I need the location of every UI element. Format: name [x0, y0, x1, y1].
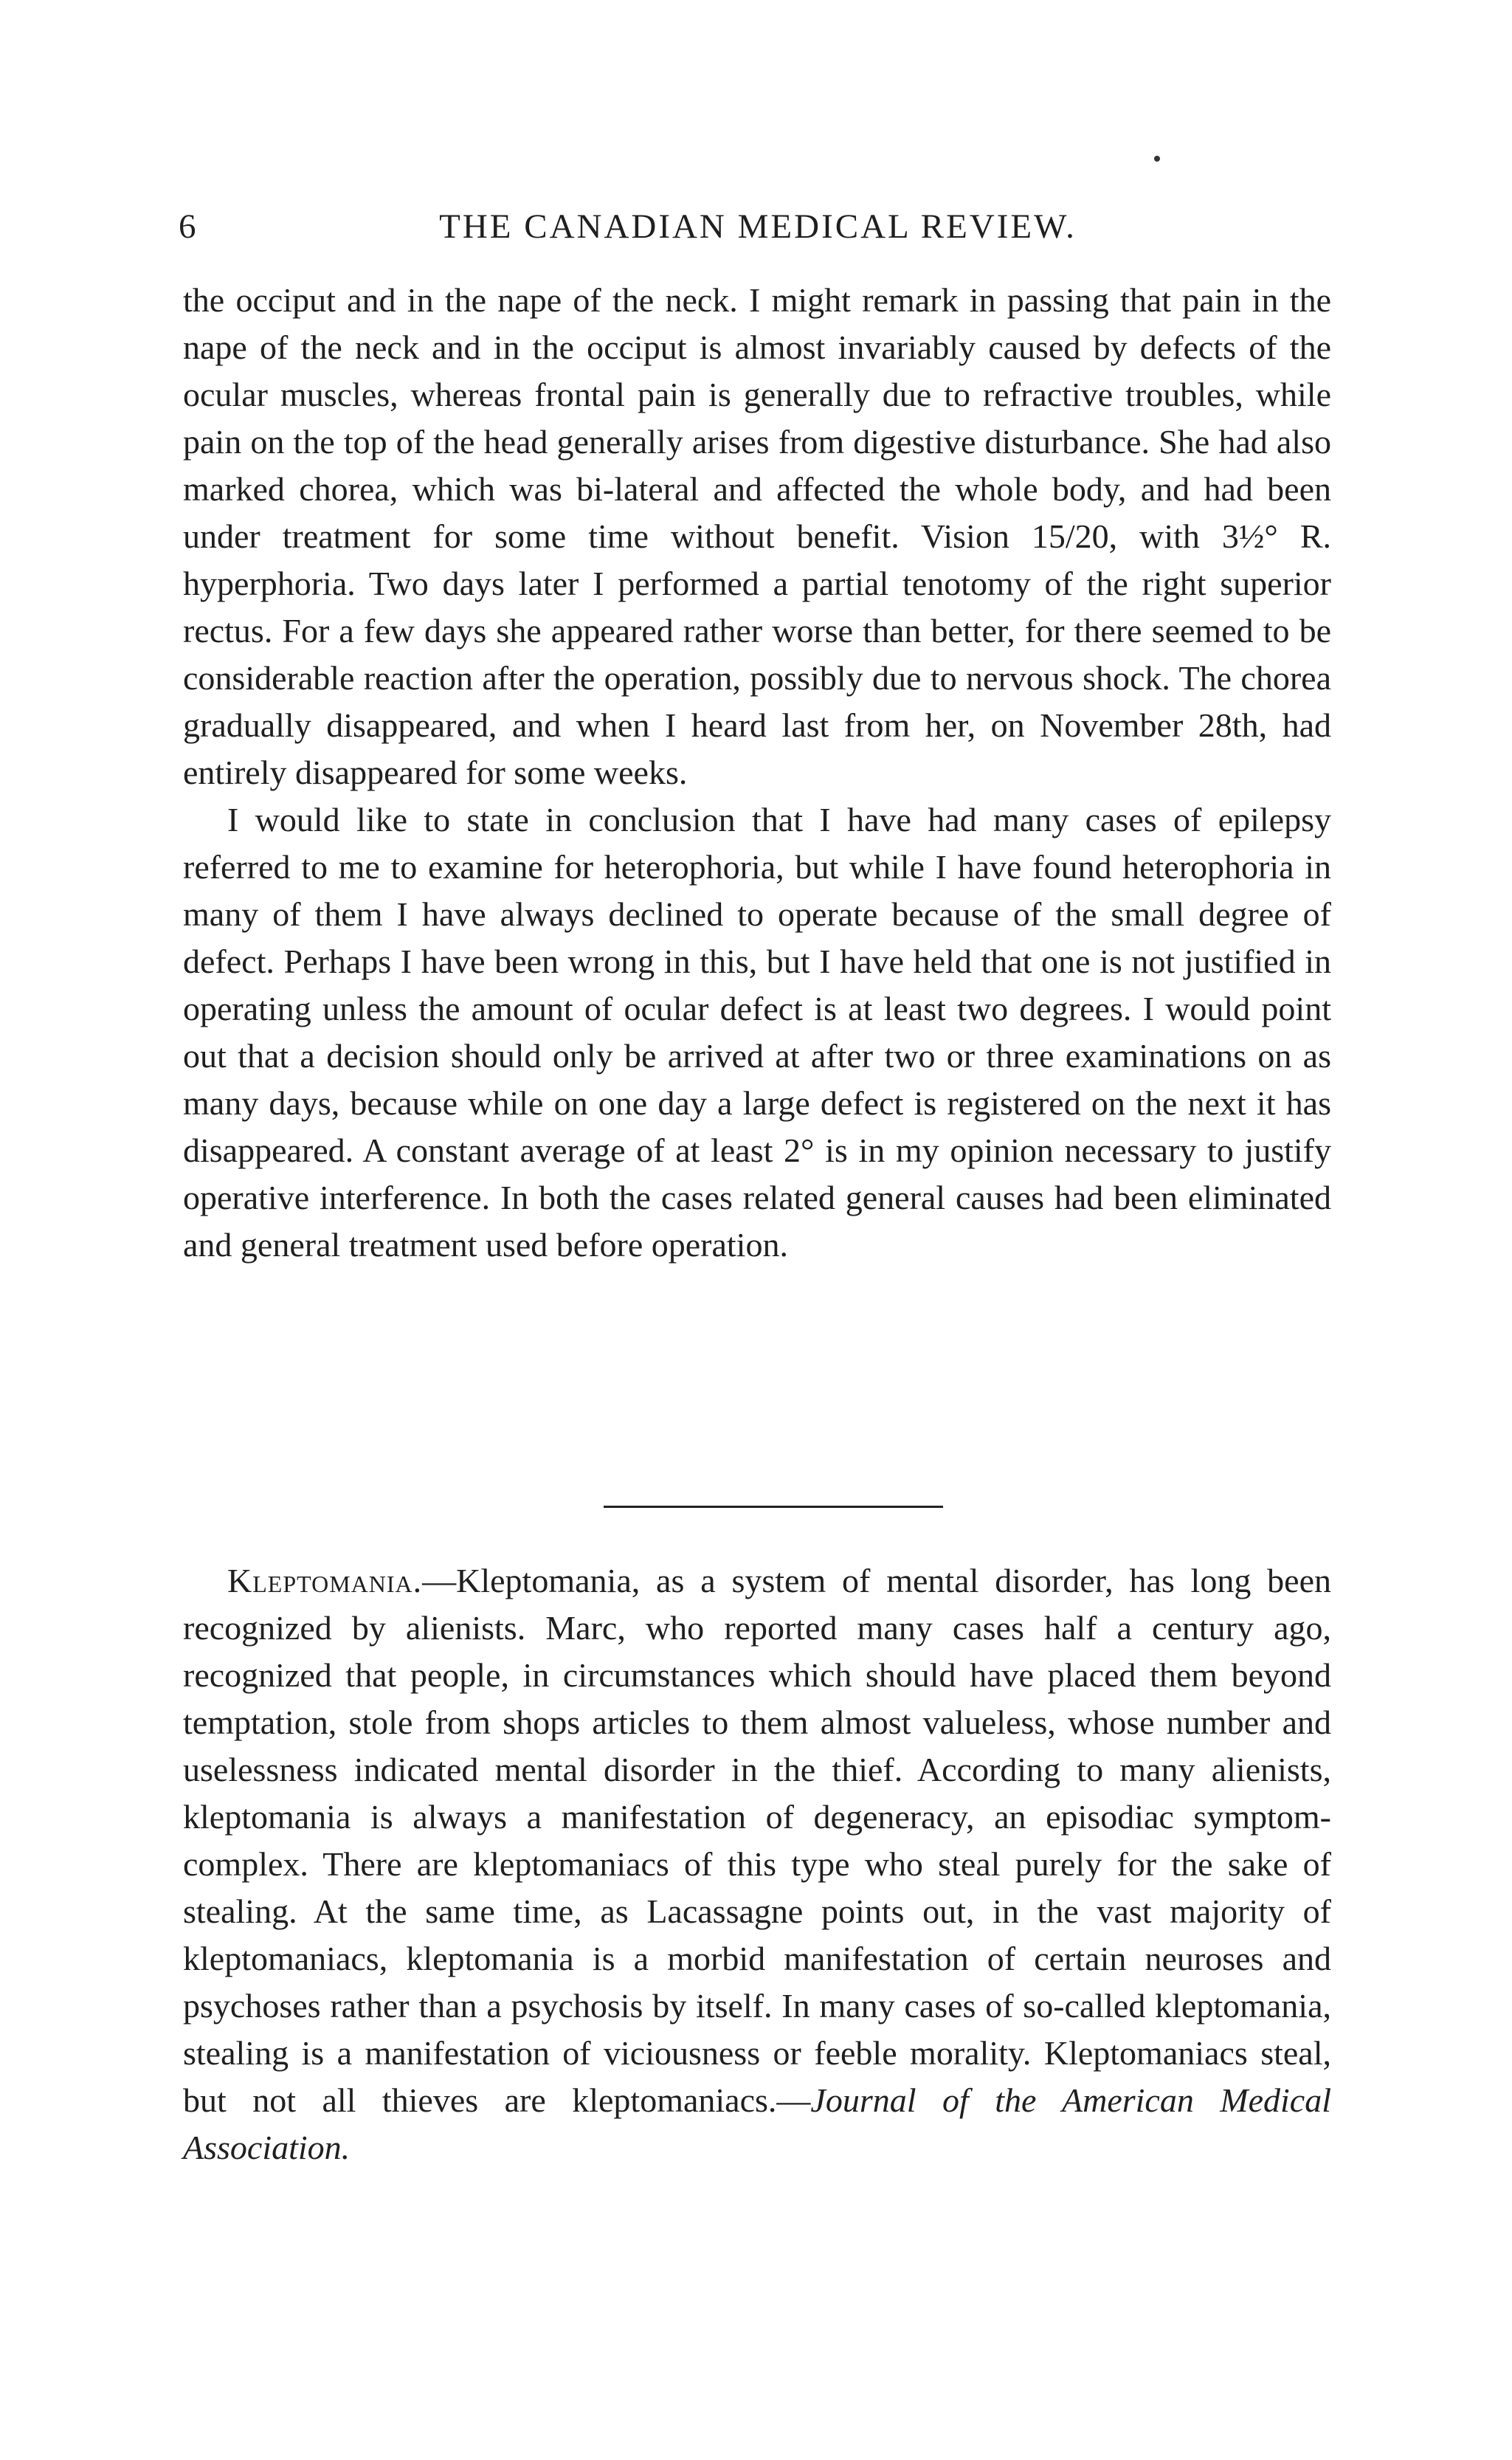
note-source: Journal of the American Medical Association. [183, 2081, 1331, 2166]
page-number: 6 [179, 207, 196, 246]
running-head [179, 201, 1337, 252]
journal-title: THE CANADIAN MEDICAL REVIEW. [439, 207, 1077, 246]
note-body: —Kleptomania, as a system of mental disorder, has long been recognized by alienists. Marc, who reported many cases half a century ago, recognized that people, in circumstances which should have placed them beyond temptation, stole from shops articles to them almost valueless, whose number and uselessness indicated mental disorder in the thief. According to many alienists, kleptomania is always a manifestation of degeneracy, an episodiac symptom-complex. There are kleptomaniacs of this type who steal purely for the sake of stealing. At the same time, as Lacassagne points out, in the vast majority of kleptomaniacs, kleptomania is a morbid manifestation of certain neuroses and psychoses rather than a psychosis by itself. In many cases of so-called kleptomania, stealing is a manifestation of viciousness or feeble morality. Kleptomaniacs steal, but not all thieves are kleptomaniacs. [183, 1562, 1331, 2119]
section-divider [604, 1506, 943, 1508]
paragraph [183, 1557, 1331, 2171]
paragraph: the occiput and in the nape of the neck. I might remark in passing that pain in the nape of the neck and in the occiput is almost invariably caused by defects of the ocular muscles, whereas frontal pain is generally due to refractive troubles, while pain on the top of the head generally arises from digestive disturbance. She had also marked chorea, which was bi-lateral and affected the whole body, and had been under treatment for some time without benefit. Vision 15/20, with 3½° R. hyperphoria. Two days later I performed a partial tenotomy of the right superior rectus. For a few days she appeared rather worse than better, for there seemed to be considerable reaction after the operation, possibly due to nervous shock. The chorea gradually disappeared, and when I heard last from her, on November 28th, had entirely disappeared for some weeks. [183, 281, 1331, 791]
article-continuation [183, 277, 1331, 1269]
paragraph: I would like to state in conclusion that I have had many cases of epilepsy referred to me to examine for heterophoria, but while I have found heterophoria in many of them I have always declined to operate because of the small degree of defect. Perhaps I have been wrong in this, but I have held that one is not justified in operating unless the amount of ocular defect is at least two degrees. I would point out that a decision should only be arrived at after two or three examinations on as many days, because while on one day a large defect is registered on the next it has disappeared. A constant average of at least 2° is in my opinion necessary to justify operative interference. In both the cases related general causes had been eliminated and general treatment used before operation. [183, 801, 1331, 1264]
source-dash: — [776, 2081, 811, 2119]
print-speck [1154, 156, 1160, 162]
kleptomania-note [183, 1557, 1331, 2171]
note-heading: Kleptomania. [227, 1562, 423, 1599]
